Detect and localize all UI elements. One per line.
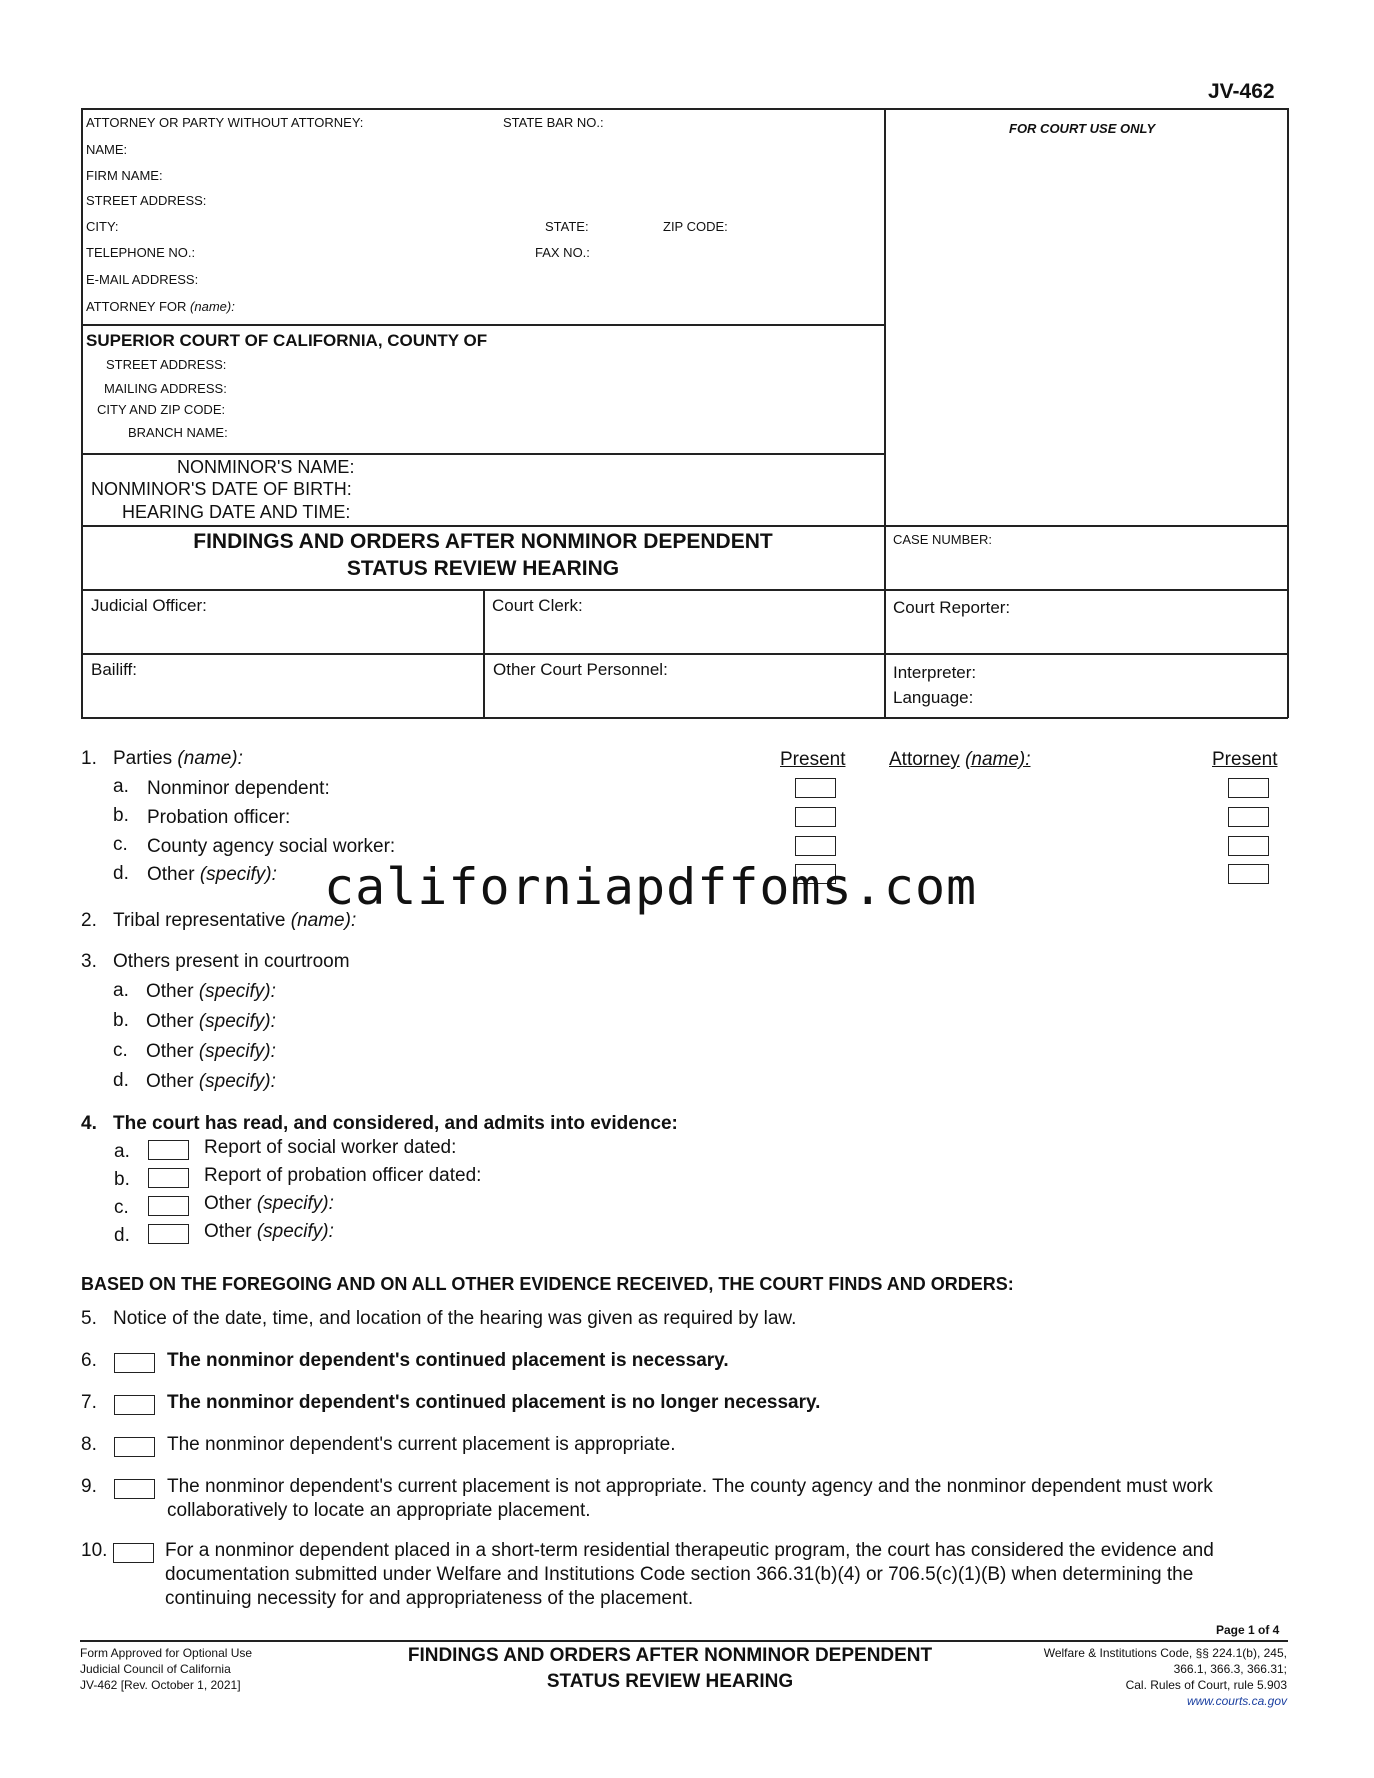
footer-right-2: 366.1, 366.3, 366.31; <box>1173 1662 1287 1676</box>
personnel-divider <box>483 589 485 718</box>
item10-checkbox[interactable] <box>113 1543 154 1563</box>
item9-line1: The nonminor dependent's current placement is not appropriate. The county agency and the nonminor dependent must work <box>167 1476 1213 1497</box>
item4-c-main: Other <box>204 1193 252 1214</box>
phone-label: TELEPHONE NO.: <box>86 245 196 260</box>
street-label: STREET ADDRESS: <box>86 193 207 208</box>
divider-nonminor <box>81 453 885 455</box>
item3-d-italic: (specify): <box>198 1071 276 1092</box>
attorney-present-checkbox-a[interactable] <box>1228 778 1269 798</box>
form-title-line2: STATUS REVIEW HEARING <box>346 557 620 580</box>
form-title-line1: FINDINGS AND ORDERS AFTER NONMINOR DEPENDENT <box>193 530 773 553</box>
item1-d-text-italic: (specify): <box>199 864 277 885</box>
language-label: Language: <box>893 688 974 707</box>
item9-number: 9. <box>81 1476 97 1497</box>
state-label: STATE: <box>545 219 589 234</box>
item1-c-letter: c. <box>113 834 128 855</box>
divider-personnel2 <box>81 653 1288 655</box>
court-use-label: FOR COURT USE ONLY <box>1009 121 1156 136</box>
nonminor-name-label: NONMINOR'S NAME: <box>177 457 355 477</box>
item5-number: 5. <box>81 1308 97 1329</box>
fax-label: FAX NO.: <box>535 245 590 260</box>
item1-b-text: Probation officer: <box>147 807 291 828</box>
court-title: SUPERIOR COURT OF CALIFORNIA, COUNTY OF <box>86 331 488 350</box>
item3-c-letter: c. <box>113 1040 128 1061</box>
item2-text-main: Tribal representative <box>113 910 286 931</box>
item2-number: 2. <box>81 910 97 931</box>
court-street-label: STREET ADDRESS: <box>106 357 227 372</box>
attorney-present-checkbox-d[interactable] <box>1228 864 1269 884</box>
case-number-label: CASE NUMBER: <box>893 532 992 547</box>
zip-label: ZIP CODE: <box>663 219 728 234</box>
footer-title-1: FINDINGS AND ORDERS AFTER NONMINOR DEPENDENT <box>407 1645 933 1666</box>
based-on-heading: BASED ON THE FOREGOING AND ON ALL OTHER EVIDENCE RECEIVED, THE COURT FINDS AND ORDERS: <box>81 1274 1014 1294</box>
email-label: E-MAIL ADDRESS: <box>86 272 199 287</box>
item3-c-italic: (specify): <box>198 1041 276 1062</box>
item3-c-main: Other <box>146 1041 194 1062</box>
item5-text: Notice of the date, time, and location of the hearing was given as required by law. <box>113 1308 797 1329</box>
item3-text: Others present in courtroom <box>113 951 350 972</box>
court-mailing-label: MAILING ADDRESS: <box>104 381 227 396</box>
item3-b-text <box>146 1011 276 1033</box>
item4-number: 4. <box>81 1113 97 1134</box>
name-label: NAME: <box>86 142 128 157</box>
court-clerk-label: Court Clerk: <box>492 596 583 615</box>
attorney-present-checkbox-c[interactable] <box>1228 836 1269 856</box>
item4-d-checkbox[interactable] <box>148 1224 189 1244</box>
item1-d-text-main: Other <box>147 864 195 885</box>
item1-a-text: Nonminor dependent: <box>147 778 330 799</box>
attorney-header-italic: (name): <box>965 749 1031 770</box>
court-reporter-label: Court Reporter: <box>893 598 1011 617</box>
city-label: CITY: <box>86 219 119 234</box>
item10-number: 10. <box>81 1540 108 1561</box>
item8-checkbox[interactable] <box>114 1437 155 1457</box>
item3-d-letter: d. <box>113 1070 129 1091</box>
item10-line1: For a nonminor dependent placed in a short-term residential therapeutic program, the court has considered the evidence and <box>165 1540 1214 1561</box>
item1-label-italic: (name): <box>177 748 243 769</box>
item1-d-letter: d. <box>113 863 129 884</box>
item3-number: 3. <box>81 951 97 972</box>
item3-b-main: Other <box>146 1011 194 1032</box>
page-number: Page 1 of 4 <box>1216 1623 1280 1637</box>
item6-number: 6. <box>81 1350 97 1371</box>
item7-text: The nonminor dependent's continued placement is no longer necessary. <box>167 1392 821 1413</box>
item4-b-letter: b. <box>114 1169 130 1190</box>
divider-title <box>81 525 1288 527</box>
present-checkbox-c[interactable] <box>795 836 836 856</box>
present-checkbox-b[interactable] <box>795 807 836 827</box>
item4-d-main: Other <box>204 1221 252 1242</box>
item4-a-checkbox[interactable] <box>148 1140 189 1160</box>
item4-text: The court has read, and considered, and admits into evidence: <box>113 1113 678 1134</box>
item1-label <box>113 748 243 770</box>
nonminor-dob-label: NONMINOR'S DATE OF BIRTH: <box>91 479 352 499</box>
item4-b-checkbox[interactable] <box>148 1168 189 1188</box>
item1-b-letter: b. <box>113 805 129 826</box>
caption-border-right <box>1287 108 1289 718</box>
attorney-label: ATTORNEY OR PARTY WITHOUT ATTORNEY: <box>86 115 364 130</box>
footer-rule <box>80 1640 1288 1642</box>
divider-court <box>81 324 885 326</box>
item1-d-text <box>147 864 277 886</box>
hearing-date-label: HEARING DATE AND TIME: <box>122 502 351 522</box>
item4-b-text: Report of probation officer dated: <box>204 1165 482 1186</box>
footer-left-1: Form Approved for Optional Use <box>80 1646 253 1660</box>
item4-a-text: Report of social worker dated: <box>204 1137 457 1158</box>
attorney-for-text: ATTORNEY FOR <box>86 299 187 314</box>
item2-text <box>113 910 356 932</box>
footer-left-3: JV-462 [Rev. October 1, 2021] <box>80 1678 241 1692</box>
watermark: californiapdffoms.com <box>324 858 978 916</box>
footer-left-2: Judicial Council of California <box>80 1662 231 1676</box>
item2-text-italic: (name): <box>290 910 357 931</box>
item4-c-italic: (specify): <box>256 1193 334 1214</box>
item3-a-letter: a. <box>113 980 129 1001</box>
attorney-header-text: Attorney <box>889 749 960 770</box>
divider-personnel1 <box>81 589 1288 591</box>
present2-header: Present <box>1212 749 1278 770</box>
caption-border-left <box>81 108 83 718</box>
item3-a-italic: (specify): <box>198 981 276 1002</box>
item10-line3: continuing necessity for and appropriateness of the placement. <box>165 1588 694 1609</box>
item3-d-main: Other <box>146 1071 194 1092</box>
item3-b-letter: b. <box>113 1010 129 1031</box>
item4-d-italic: (specify): <box>256 1221 334 1242</box>
item10-line2: documentation submitted under Welfare and Institutions Code section 366.31(b)(4) or 706.5(c)(1)(B) when determining the <box>165 1564 1194 1585</box>
attorney-header <box>889 749 1031 771</box>
bailiff-label: Bailiff: <box>91 660 137 679</box>
item8-number: 8. <box>81 1434 97 1455</box>
item3-a-text <box>146 981 276 1003</box>
judicial-officer-label: Judicial Officer: <box>91 596 207 615</box>
caption-border-top <box>81 108 1288 110</box>
state-bar-label: STATE BAR NO.: <box>503 115 604 130</box>
item4-d-text <box>204 1221 334 1243</box>
item3-d-text <box>146 1071 276 1093</box>
item4-d-letter: d. <box>114 1225 130 1246</box>
item1-a-letter: a. <box>113 776 129 797</box>
caption-divider <box>884 108 886 718</box>
other-personnel-label: Other Court Personnel: <box>493 660 668 679</box>
item9-line2: collaboratively to locate an appropriate placement. <box>167 1500 591 1521</box>
item9-checkbox[interactable] <box>114 1479 155 1499</box>
item7-number: 7. <box>81 1392 97 1413</box>
present-checkbox-a[interactable] <box>795 778 836 798</box>
footer-website-link[interactable]: www.courts.ca.gov <box>1186 1694 1287 1708</box>
item6-checkbox[interactable] <box>114 1353 155 1373</box>
firm-label: FIRM NAME: <box>86 168 163 183</box>
attorney-for-label <box>86 299 235 314</box>
item1-label-text: Parties <box>113 748 173 769</box>
footer-right-3: Cal. Rules of Court, rule 5.903 <box>1125 1678 1287 1692</box>
present-header: Present <box>780 749 846 770</box>
item1-number: 1. <box>81 748 97 769</box>
footer-right-1: Welfare & Institutions Code, §§ 224.1(b), 245, <box>1043 1646 1287 1660</box>
form-id: JV-462 <box>1208 80 1275 103</box>
item4-c-text <box>204 1193 334 1215</box>
item4-c-checkbox[interactable] <box>148 1196 189 1216</box>
item1-c-text: County agency social worker: <box>147 836 396 857</box>
attorney-for-name: (name): <box>190 299 235 314</box>
item3-b-italic: (specify): <box>198 1011 276 1032</box>
item8-text: The nonminor dependent's current placement is appropriate. <box>167 1434 676 1455</box>
item3-a-main: Other <box>146 981 194 1002</box>
court-branch-label: BRANCH NAME: <box>128 425 228 440</box>
footer-title-2: STATUS REVIEW HEARING <box>546 1671 794 1692</box>
item3-c-text <box>146 1041 276 1063</box>
attorney-present-checkbox-b[interactable] <box>1228 807 1269 827</box>
caption-border-bottom <box>81 717 1288 719</box>
item6-text: The nonminor dependent's continued placement is necessary. <box>167 1350 729 1371</box>
interpreter-label: Interpreter: <box>893 663 977 682</box>
item7-checkbox[interactable] <box>114 1395 155 1415</box>
item4-c-letter: c. <box>114 1197 129 1218</box>
court-city-zip-label: CITY AND ZIP CODE: <box>97 402 226 417</box>
item4-a-letter: a. <box>114 1141 130 1162</box>
